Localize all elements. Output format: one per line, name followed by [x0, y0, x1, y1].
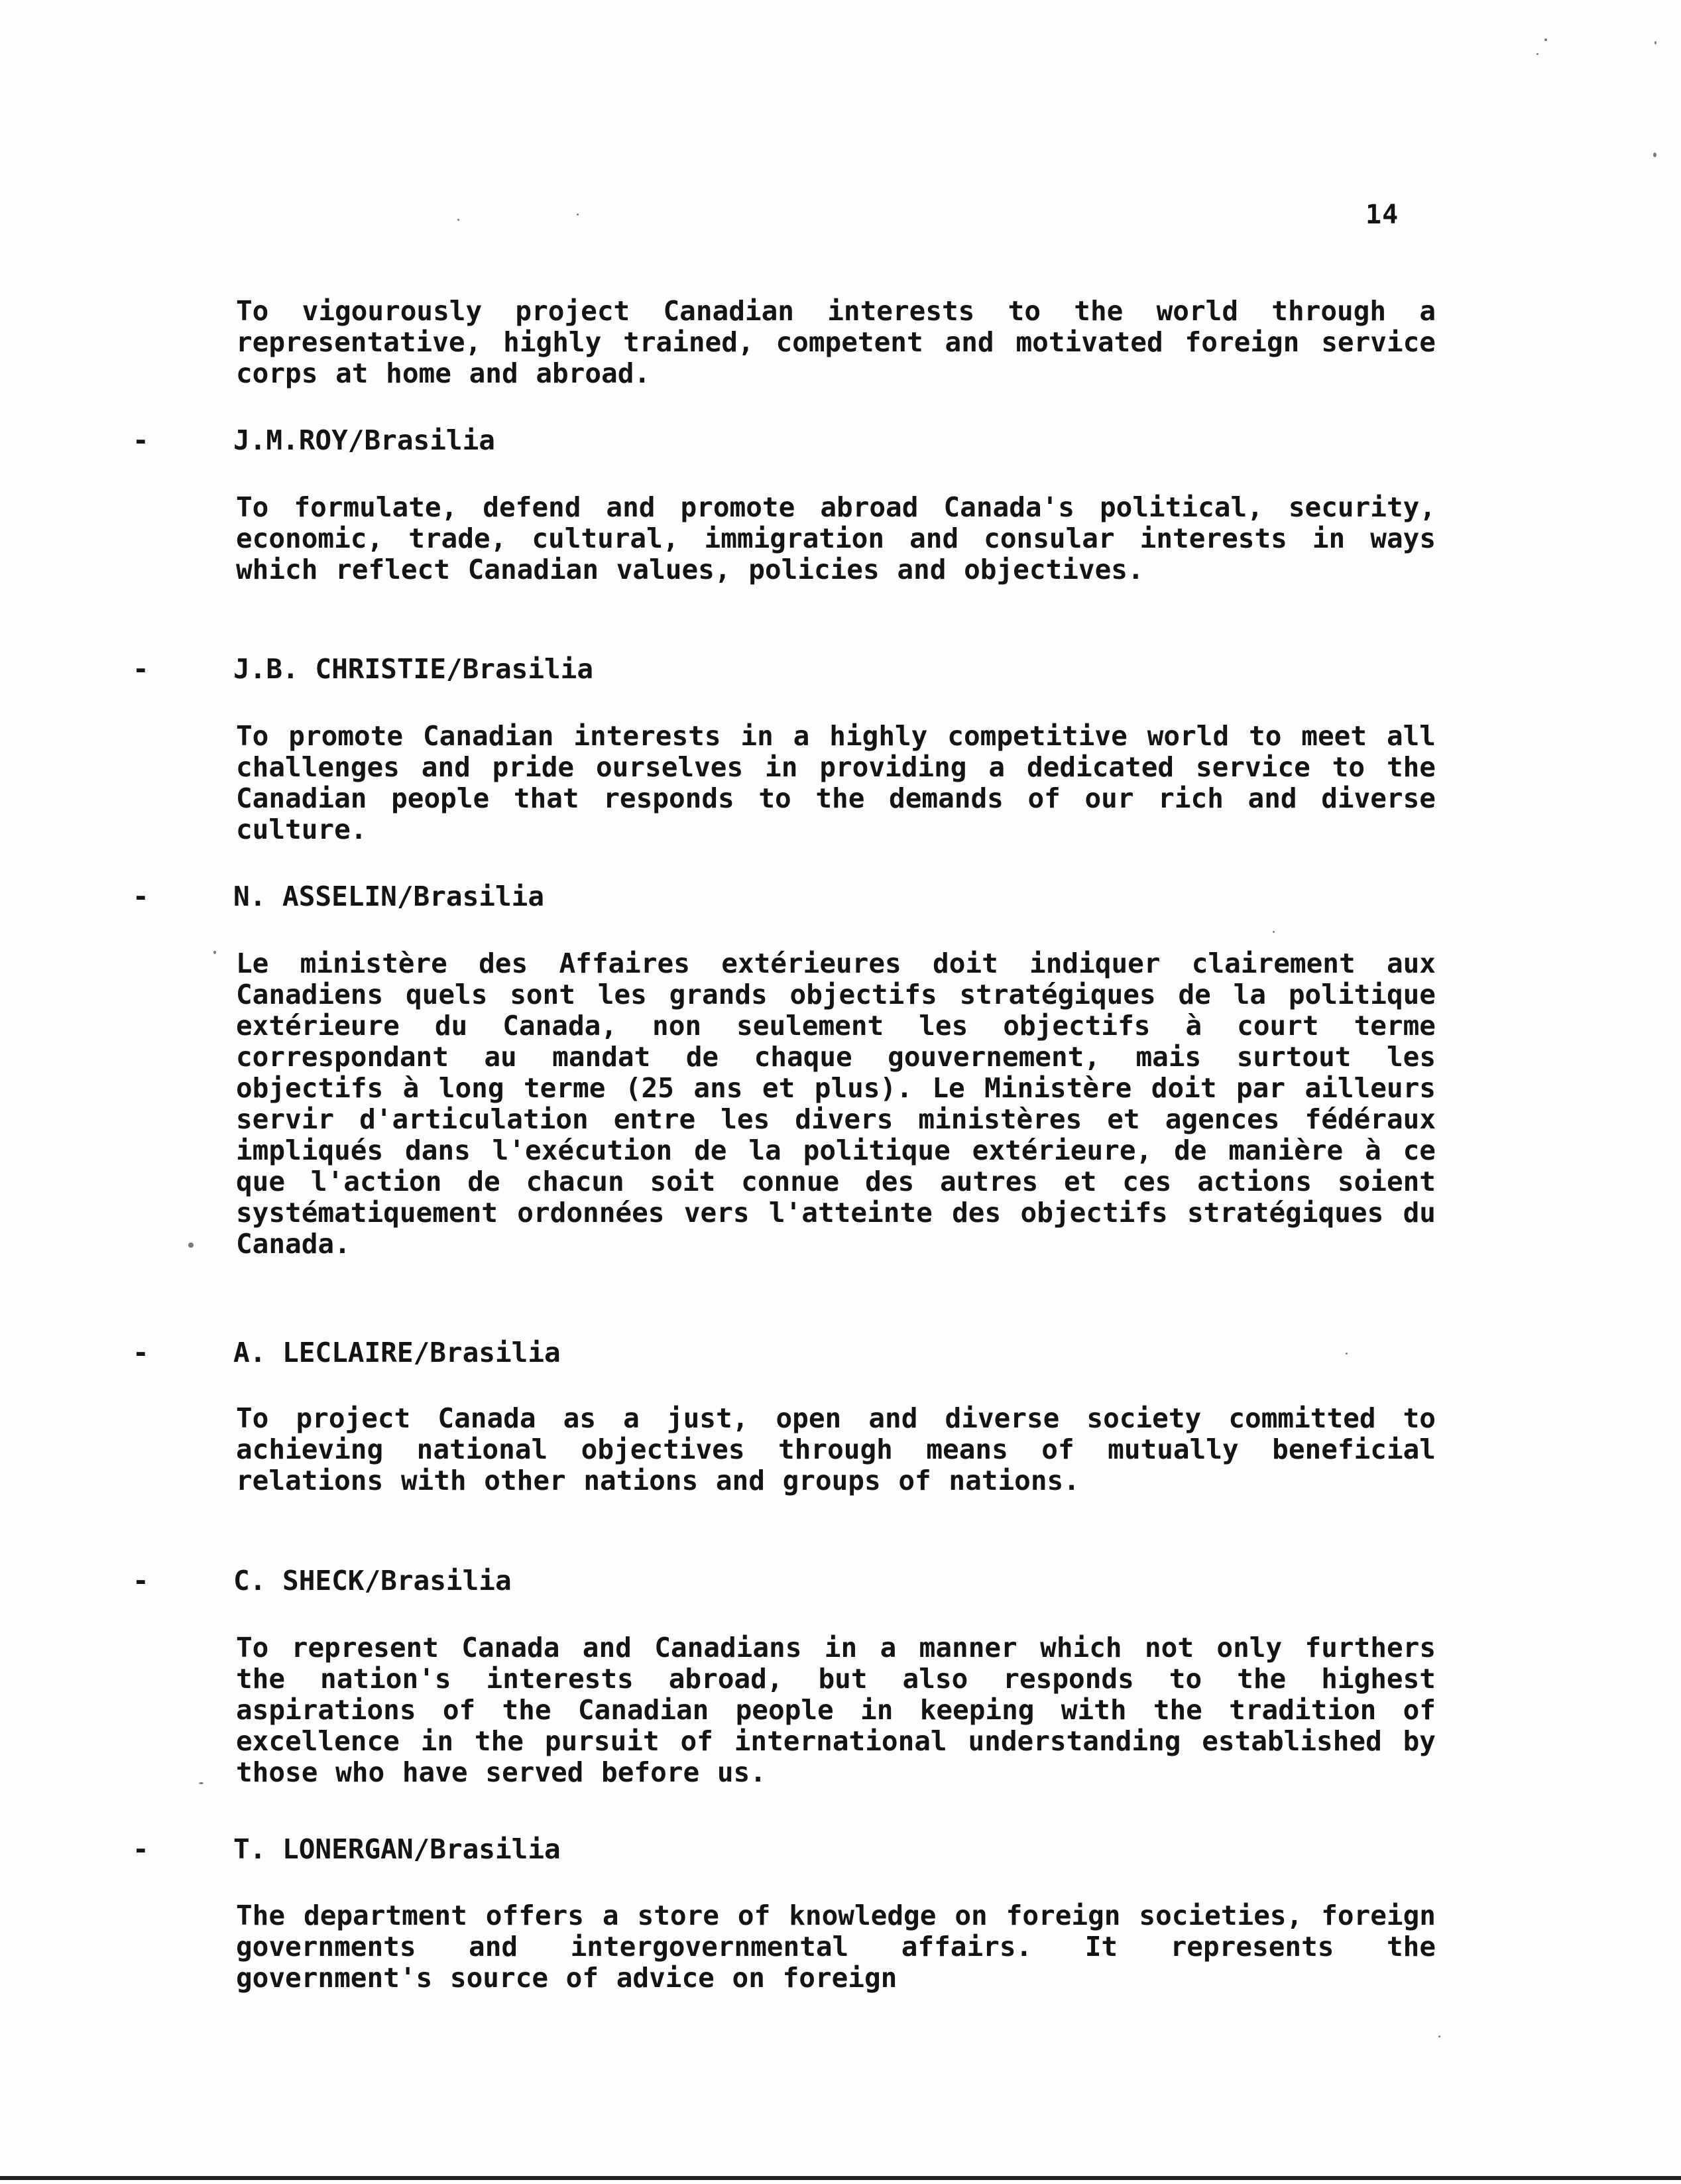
- entry-author: J.M.ROY/Brasilia: [233, 424, 495, 456]
- scan-speck: [457, 219, 459, 221]
- entry-author: J.B. CHRISTIE/Brasilia: [233, 653, 594, 685]
- scan-speck: [1544, 38, 1547, 41]
- bullet-dash: -: [133, 424, 149, 456]
- bullet-dash: -: [133, 1565, 149, 1597]
- scan-speck: [1653, 152, 1656, 157]
- entry-paragraph: To formulate, defend and promote abroad Canada's political, security, economic, trade, cultural, immigration and consular interests in ways which reflect Canadian values, policies and objectives.: [236, 491, 1436, 585]
- entry-paragraph: Le ministère des Affaires extérieures doit indiquer clairement aux Canadiens quels sont les grands objectifs stratégiques de la politique extérieure du Canada, non seulement les objectifs à court terme correspondant au mandat de chaque gouvernement, mais surtout les objectifs à long terme (25 ans et plus). Le Ministère doit par ailleurs servir d'articulation entre les divers ministères et agences fédéraux impliqués dans l'exécution de la politique extérieure, de manière à ce que l'action de chacun soit connue des autres et ces actions soient systématiquement ordonnées vers l'atteinte des objectifs stratégiques du Canada.: [236, 947, 1436, 1260]
- scan-speck: [577, 213, 579, 215]
- entry-author: C. SHECK/Brasilia: [233, 1565, 512, 1597]
- entry-paragraph: To promote Canadian interests in a highly competitive world to meet all challenges and pride ourselves in providing a dedicated service to the Canadian people that responds to the demands of our rich and diverse culture.: [236, 720, 1436, 845]
- bullet-dash: -: [133, 653, 149, 685]
- page-number: 14: [1365, 200, 1399, 230]
- scan-speck: [1654, 41, 1656, 44]
- bullet-dash: -: [133, 1833, 149, 1865]
- scan-speck: [1346, 1353, 1348, 1355]
- scan-speck: [1273, 931, 1275, 933]
- entry-author: T. LONERGAN/Brasilia: [233, 1833, 561, 1865]
- scan-speck: [1438, 2035, 1440, 2037]
- scan-speck: [1536, 53, 1538, 55]
- scan-speck: [199, 1782, 203, 1784]
- entry-paragraph: The department offers a store of knowledge on foreign societies, foreign governments and intergovernmental affairs. It represents the government's source of advice on foreign: [236, 1900, 1436, 1994]
- entry-paragraph: To project Canada as a just, open and diverse society committed to achieving national objectives through means of mutually beneficial relations with other nations and groups of nations.: [236, 1402, 1436, 1496]
- entry-paragraph: To vigourously project Canadian interests to the world through a representative, highly trained, competent and motivated foreign service corps at home and abroad.: [236, 295, 1436, 389]
- entry-author: A. LECLAIRE/Brasilia: [233, 1337, 561, 1368]
- scan-speck: [188, 1243, 194, 1248]
- scan-edge-rule: [0, 2176, 1681, 2180]
- scan-speck: [213, 951, 216, 954]
- bullet-dash: -: [133, 880, 149, 912]
- entry-author: N. ASSELIN/Brasilia: [233, 880, 544, 912]
- entry-paragraph: To represent Canada and Canadians in a manner which not only furthers the nation's interests abroad, but also responds to the highest aspirations of the Canadian people in keeping with the tradition of excellence in the pursuit of international understanding established by those who have served before us.: [236, 1632, 1436, 1788]
- bullet-dash: -: [133, 1337, 149, 1368]
